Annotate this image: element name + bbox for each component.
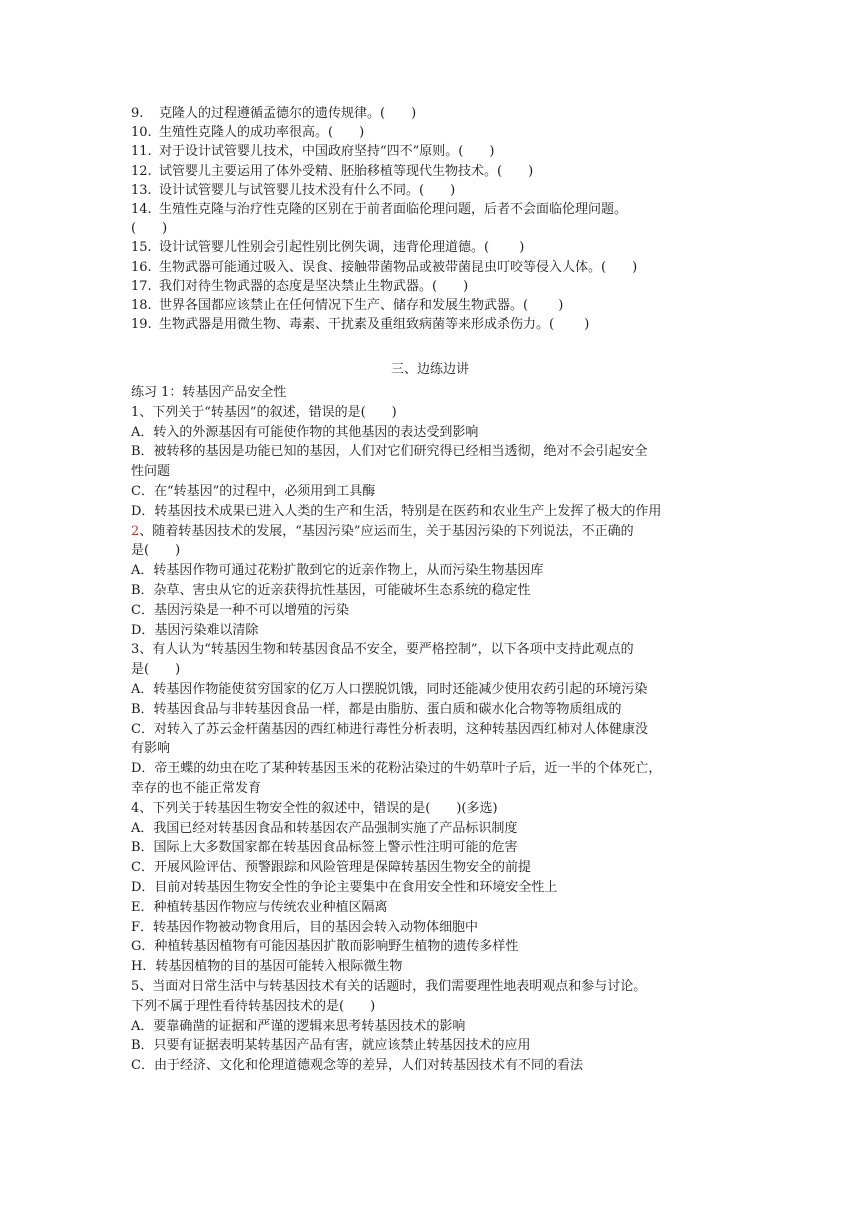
list-item: 9. 克隆人的过程遵循孟德尔的遗传规律。( ) bbox=[131, 106, 417, 121]
option-continuation: 性问题 bbox=[131, 464, 171, 480]
option: C．由于经济、文化和伦理道德观念等的差异，人们对转基因技术有不同的看法 bbox=[131, 1058, 583, 1074]
question-stem: 5、当面对日常生活中与转基因技术有关的话题时，我们需要理性地表明观点和参与讨论。 bbox=[131, 978, 647, 994]
question-stem: 3、有人认为“转基因生物和转基因食品不安全，要严格控制”，以下各项中支持此观点的 bbox=[131, 642, 634, 658]
option: A．要靠确凿的证据和严谨的逻辑来思考转基因技术的影响 bbox=[131, 1018, 466, 1034]
option: E．种植转基因作物应与传统农业种植区隔离 bbox=[131, 899, 388, 915]
option: A．转基因作物可通过花粉扩散到它的近亲作物上，从而污染生物基因库 bbox=[131, 563, 544, 579]
option: C．在“转基因”的过程中，必须用到工具酶 bbox=[131, 483, 376, 499]
question-stem: 4、下列关于转基因生物安全性的叙述中，错误的是( )(多选) bbox=[131, 800, 498, 816]
option: A．我国已经对转基因食品和转基因农产品强制实施了产品标识制度 bbox=[131, 820, 518, 836]
list-item: 10. 生殖性克隆人的成功率很高。( ) bbox=[131, 125, 365, 141]
list-item: 17. 我们对待生物武器的态度是坚决禁止生物武器。( ) bbox=[131, 278, 469, 294]
question-stem-continuation: 是( ) bbox=[131, 662, 181, 678]
section-title: 三、边练边讲 bbox=[390, 362, 469, 377]
option: A．转基因作物能使贫穷国家的亿万人口摆脱饥饿，同时还能减少使用农药引起的环境污染 bbox=[131, 681, 648, 697]
question-stem-continuation: 是( ) bbox=[131, 543, 181, 559]
option: G．种植转基因植物有可能因基因扩散而影响野生植物的遗传多样性 bbox=[131, 939, 519, 955]
option: D．目前对转基因生物安全性的争论主要集中在食用安全性和环境安全性上 bbox=[131, 879, 558, 895]
list-item-continuation: ( ) bbox=[131, 221, 168, 237]
option: B．被转移的基因是功能已知的基因，人们对它们研究得已经相当透彻，绝对不会引起安全 bbox=[131, 444, 648, 460]
list-item: 14. 生殖性克隆与治疗性克隆的区别在于前者面临伦理问题，后者不会面临伦理问题。 bbox=[131, 201, 628, 217]
list-item: 12. 试管婴儿主要运用了体外受精、胚胎移植等现代生物技术。( ) bbox=[131, 163, 534, 179]
option: D．帝王蝶的幼虫在吃了某种转基因玉米的花粉沾染过的牛奶草叶子后，近一半的个体死亡， bbox=[131, 761, 662, 777]
question-stem-continuation: 下列不属于理性看待转基因技术的是( ) bbox=[131, 998, 376, 1014]
list-item: 19. 生物武器是用微生物、毒素、干扰素及重组致病菌等来形成杀伤力。( ) bbox=[131, 317, 590, 333]
list-item: 18. 世界各国都应该禁止在任何情况下生产、储存和发展生物武器。( ) bbox=[131, 297, 564, 313]
question-stem: 2、随着转基因技术的发展，“基因污染”应运而生，关于基因污染的下列说法，不正确的 bbox=[131, 523, 634, 539]
option: C．基因污染是一种不可以增殖的污染 bbox=[131, 602, 349, 618]
option-continuation: 幸存的也不能正常发育 bbox=[131, 780, 262, 796]
option: C．开展风险评估、预警跟踪和风险管理是保障转基因生物安全的前提 bbox=[131, 860, 531, 876]
option: B．国际上大多数国家都在转基因食品标签上警示性注明可能的危害 bbox=[131, 840, 518, 856]
option: B．只要有证据表明某转基因产品有害，就应该禁止转基因技术的应用 bbox=[131, 1038, 531, 1054]
option: B．杂草、害虫从它的近亲获得抗性基因，可能破坏生态系统的稳定性 bbox=[131, 582, 531, 598]
option: B．转基因食品与非转基因食品一样，都是由脂肪、蛋白质和碳水化合物等物质组成的 bbox=[131, 701, 622, 717]
list-item: 15. 设计试管婴儿性别会引起性别比例失调，违背伦理道德。( ) bbox=[131, 240, 525, 256]
list-item: 16. 生物武器可能通过吸入、误食、接触带菌物品或被带菌昆虫叮咬等侵入人体。( ) bbox=[131, 259, 638, 275]
exercise-block bbox=[131, 383, 733, 1076]
option: C．对转入了苏云金杆菌基因的西红柿进行毒性分析表明，这种转基因西红柿对人体健康没 bbox=[131, 721, 648, 737]
exercise-title: 练习 1：转基因产品安全性 bbox=[131, 385, 287, 400]
true-false-list bbox=[131, 104, 731, 334]
list-item: 11. 对于设计试管婴儿技术，中国政府坚持“四不”原则。( ) bbox=[131, 144, 495, 160]
list-item: 13. 设计试管婴儿与试管婴儿技术没有什么不同。( ) bbox=[131, 182, 456, 198]
option: D．转基因技术成果已进入人类的生产和生活，特别是在医药和农业生产上发挥了极大的作用 bbox=[131, 503, 662, 519]
question-number: 2 bbox=[131, 523, 140, 539]
option: H．转基因植物的目的基因可能转入根际微生物 bbox=[131, 959, 403, 975]
option: F．转基因作物被动物食用后，目的基因会转入动物体细胞中 bbox=[131, 919, 479, 935]
option: A．转入的外源基因有可能使作物的其他基因的表达受到影响 bbox=[131, 424, 479, 440]
question-stem: 1、下列关于“转基因”的叙述，错误的是( ) bbox=[131, 404, 397, 420]
option-continuation: 有影响 bbox=[131, 741, 171, 757]
option: D．基因污染难以清除 bbox=[131, 622, 259, 638]
